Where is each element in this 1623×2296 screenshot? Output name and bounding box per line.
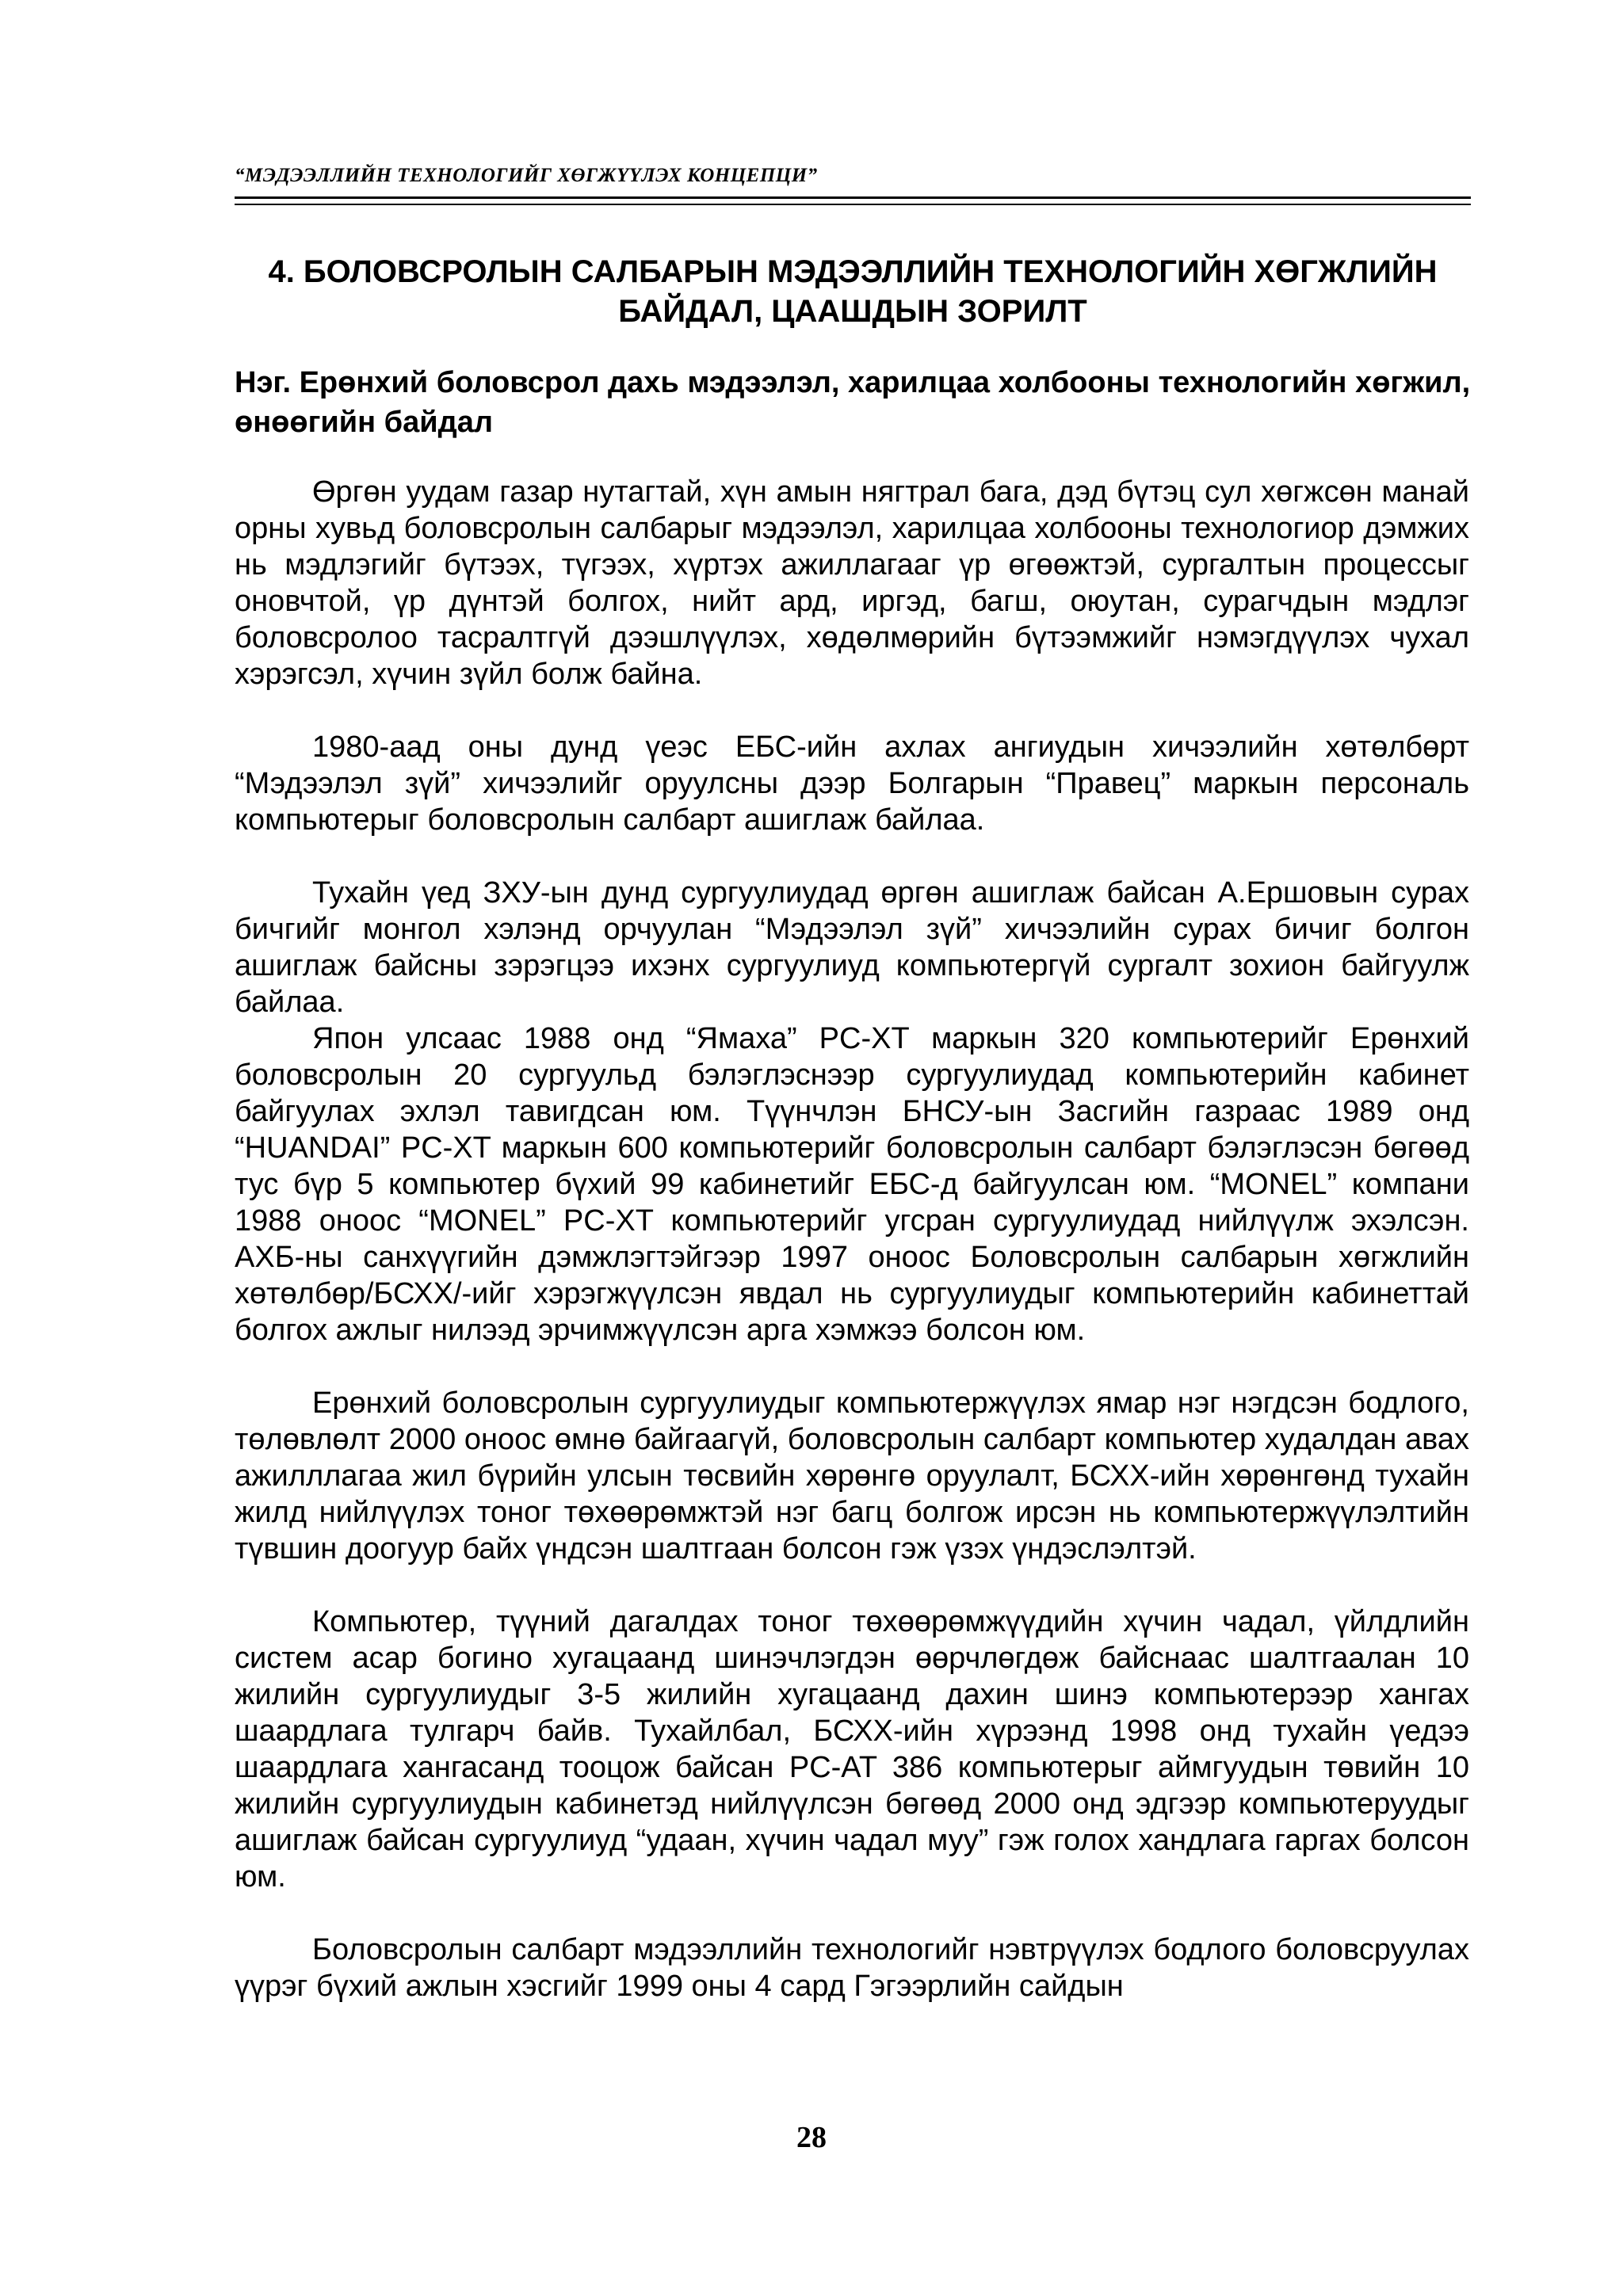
paragraph: Тухайн үед ЗХУ-ын дунд сургуулиудад өргөн ашиглаж байсан А.Ершовын сурах бичгийг монгол хэлэнд орчуулан “Мэдээлэл зүй” хичээлийн сурах бичиг болгон ашиглаж байсны зэрэгцээ ихэнх сургуулиуд компьютергүй сургалт зохион байгуулж байлаа.	[235, 876, 1469, 1019]
paragraph: Япон улсаас 1988 онд “Ямаха” PC-XT маркын 320 компьютерийг Ерөнхий боловсролын 20 сургуульд бэлэглэснээр сургуулиудад компьютерийн кабинет байгуулах эхлэл тавигдсан юм. Түүнчлэн БНСУ-ын Засгийн газраас 1989 онд “HUANDAI” PC-XT маркын 600 компьютерийг боловсролын салбарт бэлэглэсэн бөгөөд тус бүр 5 компьютер бүхий 99 кабинетийг ЕБС-д байгуулсан юм. “MONEL” компани 1988 оноос “MONEL” PC-XT компьютерийг угсран сургуулиудад нийлүүлж эхэлсэн. АХБ-ны санхүүгийн дэмжлэгтэйгээр 1997 оноос Боловсролын салбарын хөгжлийн хөтөлбөр/БСХХ/-ийг хэрэгжүүлсэн явдал нь сургуулиудыг компьютерийн кабинеттай болгох ажлыг нилээд эрчимжүүлсэн арга хэмжээ болсон юм.	[235, 1022, 1469, 1347]
running-header: “МЭДЭЭЛЛИЙН ТЕХНОЛОГИЙГ ХӨГЖҮҮЛЭХ КОНЦЕПЦИ”	[235, 165, 818, 186]
header-rule-line	[235, 204, 1471, 205]
section-heading: Нэг. Ерөнхий боловсрол дахь мэдээлэл, харилцаа холбооны технологийн хөгжил, өнөөгийн байдал	[235, 366, 1471, 439]
paragraph: Компьютер, түүний дагалдах тоног төхөөрөмжүүдийн хүчин чадал, үйлдлийн систем асар богино хугацаанд шинэчлэгдэн өөрчлөгдөж байснаас шалтгаалан 10 жилийн сургуулиудыг 3-5 жилийн хугацаанд дахин шинэ компьютерээр хангах шаардлага тулгарч байв. Тухайлбал, БСХХ-ийн хүрээнд 1998 онд тухайн үедээ шаардлага хангасанд тооцож байсан PC-AT 386 компьютерыг аймгуудын төвийн 10 жилийн сургуулиудын кабинетэд нийлүүлсэн бөгөөд 2000 онд эдгээр компьютеруудыг ашиглаж байсан сургуулиуд “удаан, хүчин чадал муу” гэж голох хандлага гаргах болсон юм.	[235, 1605, 1469, 1894]
chapter-title-line: 4. БОЛОВСРОЛЫН САЛБАРЫН МЭДЭЭЛЛИЙН ТЕХНОЛОГИЙН ХӨГЖЛИЙН	[268, 254, 1438, 289]
paragraph: Өргөн уудам газар нутагтай, хүн амын нягтрал бага, дэд бүтэц сул хөгжсөн манай орны хувьд боловсролын салбарыг мэдээлэл, харилцаа холбооны технологиор дэмжих нь мэдлэгийг бүтээх, түгээх, хүртэх ажиллагааг үр өгөөжтэй, сургалтын процессыг оновчтой, үр дүнтэй болгох, нийт ард, иргэд, багш, оюутан, сурагчдын мэдлэг боловсролоо тасралтгүй дээшлүүлэх, хөдөлмөрийн бүтээмжийг нэмэгдүүлэх чухал хэрэгсэл, хүчин зүйл болж байна.	[235, 475, 1469, 691]
header-rule-line	[235, 196, 1471, 199]
chapter-title	[235, 252, 1471, 331]
page-number: 28	[796, 2121, 827, 2154]
paragraph: Ерөнхий боловсролын сургуулиудыг компьютержүүлэх ямар нэг нэгдсэн бодлого, төлөвлөлт 2000 оноос өмнө байгаагүй, боловсролын салбарт компьютер худалдан авах ажилллагаа жил бүрийн улсын төсвийн хөрөнгө оруулалт, БСХХ-ийн хөрөнгөнд тухайн жилд нийлүүлэх тоног төхөөрөмжтэй нэг багц болгож ирсэн нь компьютержүүлэлтийн түвшин доогуур байх үндсэн шалтгаан болсон гэж үзэх үндэслэлтэй.	[235, 1386, 1469, 1566]
paragraph: 1980-аад оны дунд үеэс ЕБС-ийн ахлах ангиудын хичээлийн хөтөлбөрт “Мэдээлэл зүй” хичээлийг оруулсны дээр Болгарын “Правец” маркын персональ компьютерыг боловсролын салбарт ашиглаж байлаа.	[235, 730, 1469, 837]
body-text	[235, 474, 1469, 2004]
header-rule	[235, 196, 1471, 210]
chapter-title-line: БАЙДАЛ, ЦААШДЫН ЗОРИЛТ	[618, 294, 1087, 329]
paragraph: Боловсролын салбарт мэдээллийн технологийг нэвтрүүлэх бодлого боловсруулах үүрэг бүхий ажлын хэсгийг 1999 оны 4 сард Гэгээрлийн сайдын	[235, 1933, 1469, 2003]
